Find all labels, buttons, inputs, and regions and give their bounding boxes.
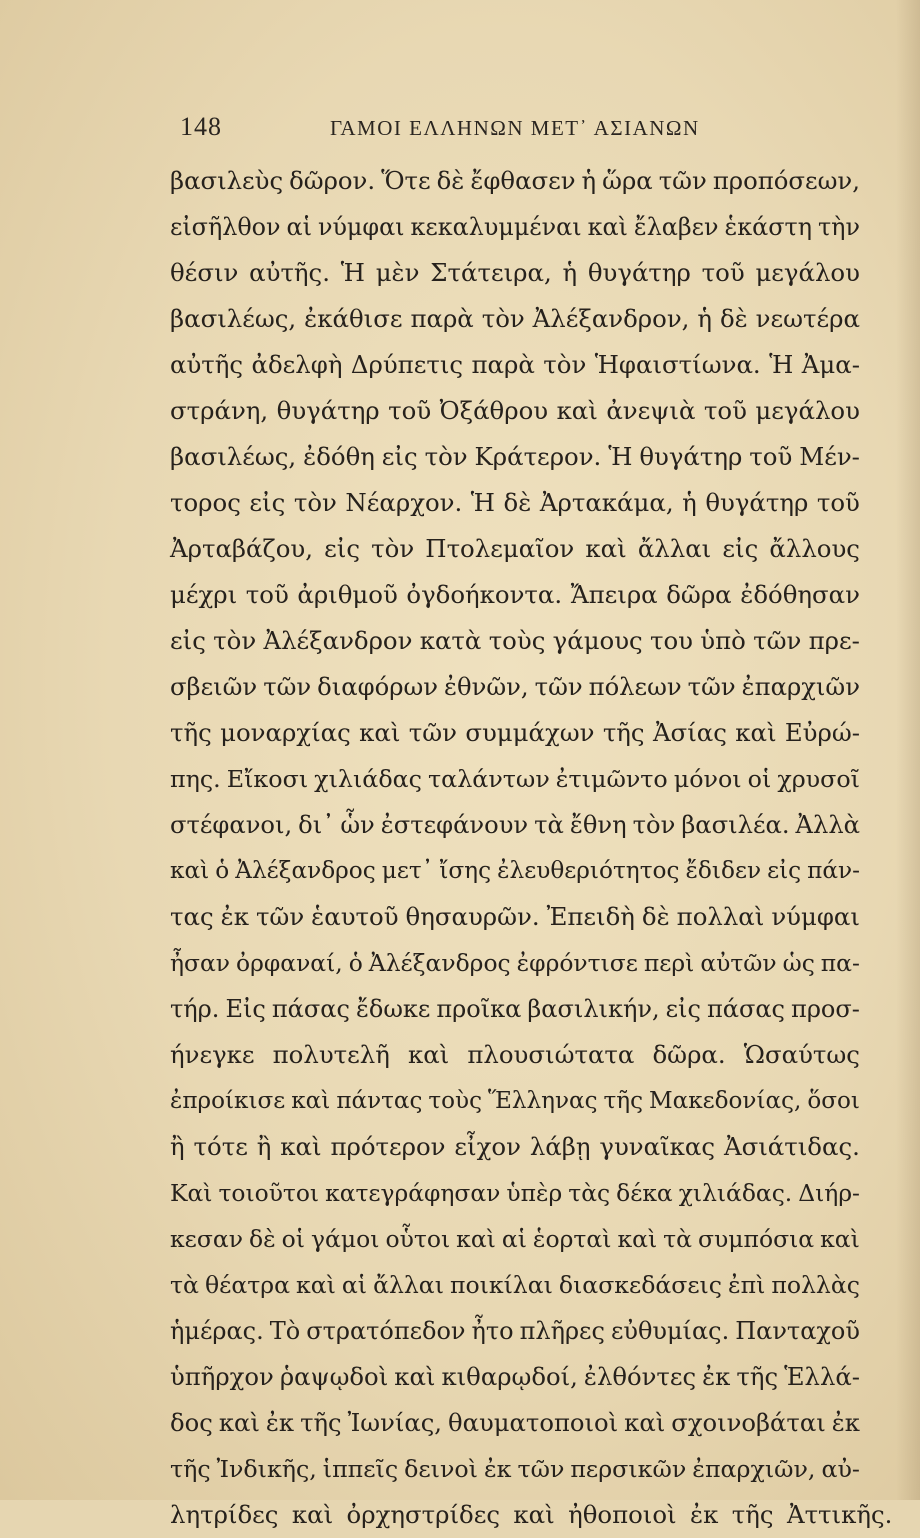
word: ὀρχηστρίδες [346,1500,500,1529]
word: τὰ [663,1225,692,1253]
word: τοῦ [816,488,860,517]
word: αὐ- [821,1455,860,1483]
word: θυγάτηρ [639,442,743,471]
page-number: 148 [180,112,222,141]
word: Εἴκοσι [226,765,309,793]
word: Ἀλέξανδρον, [532,304,690,333]
page-header [180,112,860,152]
word: ῥαψῳδοὶ [279,1362,389,1391]
word: δὲ [503,488,532,517]
word: οἱ [747,765,772,793]
text-line [170,756,860,802]
word: τὰ [170,1271,199,1299]
word: ἀνεψιὰ [606,396,696,425]
word: εἶχον [454,1132,521,1161]
word: τήρ. [170,995,220,1023]
word: δέκα [616,1179,673,1207]
word: τὸν [543,350,587,379]
word: πάν- [807,857,860,884]
word: πρε- [808,626,860,655]
text-line [170,204,860,250]
word: καὶ [407,1040,450,1069]
word: νύμφαι [317,213,405,241]
text-line [170,1400,860,1446]
word: ὀγδοήκοντα. [406,580,563,609]
word: τότε [193,1132,248,1161]
word: ἄλλαι [373,1271,444,1299]
word: τοῦ [703,396,747,425]
word: ἐπροίκισε [170,1088,286,1114]
word: ἔδωκε [355,995,431,1023]
word: μέχρι [170,580,238,609]
word: δὲ [719,304,748,333]
text-line [170,296,860,342]
word: Ἑλλά- [784,1362,860,1391]
word: τὸν [213,626,257,655]
word: Ἀττικῆς. [786,1500,893,1529]
word: ἐφρόντισε [516,949,638,977]
word: βασιλεὺς [170,166,284,195]
word: οἱ [281,1225,306,1253]
word: ἡ [581,166,597,195]
word: βασιλέα. [681,811,790,839]
word: στρατόπεδον [306,1317,466,1345]
text-line [170,434,860,480]
word: δὲ [436,166,465,195]
text-line [170,618,860,664]
word: ἐδόθη [303,442,375,471]
word: ὅσοι [807,1088,860,1114]
word: ὑπὸ [700,626,746,655]
word: πάσας [706,995,786,1023]
text-line [170,572,860,618]
word: Ἕλληνας [488,1088,598,1114]
word: τὴν [818,213,860,241]
word: τορος [170,488,241,517]
word: θαυματοποιοὶ [448,1408,619,1437]
word: ἑορταὶ [532,1225,612,1253]
word: πολλαὶ [676,902,765,931]
word: ἑκάστη [724,213,812,241]
word: καὶ [170,857,210,884]
word: ἐκ [220,902,249,931]
text-line [170,894,860,940]
word: ἀριθμοῦ [297,580,398,609]
word: εἰς [324,534,360,563]
word: ἢ [256,1132,272,1161]
word: γυναῖκας [599,1132,716,1161]
word: βασιλέως, [170,304,297,333]
word: τὸν [632,811,676,839]
word: τοῦ [701,258,745,287]
word: ἦσαν [170,949,231,977]
word: πλῆρες [519,1317,605,1345]
word: τῆς [170,718,212,747]
text-line [170,1354,860,1400]
word: μὲν [375,258,420,287]
word: σβειῶν [170,672,258,701]
word: δὲ [248,1225,276,1253]
word: γάμους [552,626,643,655]
word: Ἀρτακάμα, [539,488,674,517]
word: τῆς [603,1088,644,1114]
text-line [170,526,860,572]
word: μοναρχίας [220,718,351,747]
word: ὑπῆρχον [170,1362,274,1391]
body-text [170,158,893,1538]
text-line [170,1124,860,1170]
text-line [170,1078,860,1124]
word: Ἡ [608,442,633,471]
word: καὶ [587,213,628,241]
word: ἐκ [702,1362,731,1391]
word: ὡς [782,949,815,977]
word: ἐκ [690,1500,719,1529]
word: καὶ [291,1500,334,1529]
word: Ἀλλὰ [795,811,860,839]
word: τοὺς [428,1088,482,1114]
word: εἰς [170,626,206,655]
word: του [650,626,694,655]
word: τῆς [602,718,645,747]
word: ὑπὲρ [506,1179,563,1207]
word: τῶν [658,166,707,195]
word: στέφανοι, [170,811,293,839]
word: Ἀμα- [801,350,860,379]
word: συμμάχων [465,718,595,747]
word: ἐπαρχιῶν [741,672,860,701]
word: πόλεων [588,672,682,701]
word: Ἡφαιστίωνα. [594,350,761,379]
word: κεσαν [170,1225,243,1253]
word: τῆς [736,1362,779,1391]
text-line [170,480,860,526]
word: καὶ [820,1225,860,1253]
text-line [170,802,860,848]
word: πάντας [336,1088,423,1114]
word: ἐδόθησαν [740,580,860,609]
word: ἄλλους [769,534,860,563]
word: αὐτῆς [170,350,244,379]
word: παρὰ [410,304,474,333]
text-line [170,158,860,204]
word: ὁ [348,949,363,977]
word: περσικῶν [570,1455,687,1483]
word: ἐπαρχιῶν, [692,1455,816,1483]
word: τοὺς [488,626,546,655]
word: ἡ [682,488,697,517]
word: Ὡσαύτως [743,1040,860,1069]
word: τῶν [517,1455,565,1483]
word: Ἡ [340,258,365,287]
word: εἰς [249,488,286,517]
word: καὶ [735,718,777,747]
word: καὶ [617,1225,658,1253]
text-line [170,1170,860,1216]
word: μεγάλου [755,396,860,425]
word: διαφόρων [317,672,439,701]
word: Ἀλέξανδρος [368,949,511,977]
word: δεινοὶ [404,1455,478,1483]
word: Ἐπειδὴ [546,902,635,931]
word: τῶν [687,672,736,701]
word: ὥρα [602,166,653,195]
word: τὰς [568,1179,611,1207]
word: ἔδιδεν [685,857,762,884]
word: ἔλαβεν [633,213,719,241]
word: εὐθυμίας. [610,1317,730,1345]
text-line [170,1216,860,1262]
word: Καὶ [170,1179,213,1207]
word: τοῦ [749,442,793,471]
word: Εἰς [225,995,266,1023]
word: αὐτῶν [700,949,777,977]
word: Ἡ [470,488,495,517]
word: ὁ [215,857,230,884]
word: τας [170,902,214,931]
word: ἡ [697,304,712,333]
word: περὶ [643,949,695,977]
text-line [170,342,860,388]
text-line [170,1308,860,1354]
word: ἐστεφάνουν [380,811,529,839]
word: Διήρ- [798,1179,860,1207]
word: προῖκα [436,995,522,1023]
text-line [170,940,860,986]
word: λάβῃ [529,1132,591,1161]
word: ὀρφαναί, [236,949,343,977]
word: δι᾽ [298,811,335,839]
page-edge-shadow [896,0,920,1500]
word: ποικίλαι [449,1271,553,1299]
word: ἡμέρας. [170,1317,264,1345]
word: διασκεδάσεις [558,1271,722,1299]
text-line [170,250,860,296]
word: πλουσιώτατα [467,1040,635,1069]
word: καὶ [394,1362,436,1391]
word: ἐκάθισε [304,304,403,333]
word: χρυσοῖ [777,765,860,793]
word: εἰς [722,534,759,563]
word: δὲ [641,902,670,931]
word: θυγάτηρ [276,396,380,425]
word: ἐθνῶν, [444,672,529,701]
text-line [170,664,860,710]
word: κιθαρῳδοί, [441,1362,578,1391]
text-line [170,710,860,756]
word: Κράτερον. [474,442,602,471]
word: αἱ [286,213,312,241]
word: δος [170,1408,213,1437]
word: ἐλευθεριότητος [497,857,680,884]
word: πάσας [271,995,350,1023]
word: παρὰ [471,350,535,379]
word: τοιοῦτοι [218,1179,320,1207]
word: εἰς [767,857,802,884]
word: καὶ [280,1132,322,1161]
word: νεωτέρα [755,304,860,333]
word: μετ᾽ [381,857,434,884]
word: τῶν [408,718,457,747]
word: πης. [170,765,221,793]
word: τῆς [170,1455,211,1483]
word: θυγάτηρ [587,258,691,287]
word: λητρίδες [170,1500,279,1529]
word: ήνεγκε [170,1040,255,1069]
word: τῶν [255,902,305,931]
word: ὧν [340,811,375,839]
word: κατεγράφησαν [325,1179,501,1207]
word: προπόσεων, [712,166,860,195]
word: καὶ [624,1408,666,1437]
word: δῶρον. [289,166,376,195]
word: βασιλικήν, [527,995,660,1023]
word: ἀδελφὴ [251,350,343,379]
word: Ἰνδικῆς, [216,1455,317,1483]
word: ἦτο [471,1317,514,1345]
word: πα- [820,949,860,977]
word: ἐλθόντες [583,1362,697,1391]
word: αἱ [501,1225,527,1253]
word: τῶν [753,626,802,655]
word: εἰσῆλθον [170,213,281,241]
text-line [170,1492,893,1538]
word: χιλιάδας. [678,1179,793,1207]
word: μεγάλου [755,258,860,287]
running-head: ΓΑΜΟΙ ΕΛΛΗΝΩΝ ΜΕΤ᾽ ΑΣΙΑΝΩΝ [330,116,700,140]
word: Ἀσίας [652,718,727,747]
word: αἱ [341,1271,368,1299]
word: Πτολεμαῖον [425,534,575,563]
word: στράνη, [170,396,269,425]
word: τὸν [481,304,525,333]
word: ταλάντων [428,765,550,793]
word: Τὸ [269,1317,301,1345]
word: Μακεδονίας, [649,1088,802,1114]
word: Ἀρταβάζου, [170,534,313,563]
word: τὰ [534,811,564,839]
word: ἐτιμῶντο [555,765,668,793]
text-line [170,388,860,434]
word: καὶ [585,534,627,563]
text-line [170,1262,860,1308]
word: Ὅτε [381,166,431,195]
word: τῶν [534,672,583,701]
word: νύμφαι [771,902,860,931]
word: τοῦ [388,396,432,425]
word: ἐκ [265,1408,295,1437]
word: ἐπὶ [727,1271,766,1299]
word: τῆς [731,1500,774,1529]
word: Ἀλέξανδρος [235,857,376,884]
word: Νέαρχον. [345,488,463,517]
word: Εὐρώ- [784,718,860,747]
word: ἄλλαι [637,534,712,563]
word: θησαυρῶν. [405,902,540,931]
word: αὐτῆς. [249,258,330,287]
word: προσ- [791,995,860,1023]
word: πρότερον [330,1132,446,1161]
word: ἐκ [483,1455,512,1483]
word: θέσιν [170,258,239,287]
word: καὶ [513,1500,555,1529]
word: Ὀξάθρου [439,396,549,425]
word: θυγάτηρ [705,488,809,517]
word: οὗτοι [385,1225,451,1253]
text-line [170,1032,860,1078]
word: ἔφθασεν [470,166,576,195]
word: κατὰ [419,626,482,655]
word: τὸν [293,488,337,517]
text-line [170,848,860,894]
word: καὶ [556,396,598,425]
word: καὶ [218,1408,260,1437]
word: γάμοι [311,1225,380,1253]
word: καὶ [291,1088,331,1114]
text-line [170,1446,860,1492]
word: ἴσης [439,857,492,884]
word: ἱππεῖς [322,1455,399,1483]
word: δῶρα [666,580,732,609]
word: Ἡ [769,350,794,379]
word: καὶ [296,1271,336,1299]
word: καὶ [456,1225,496,1253]
word: εἰς [665,995,701,1023]
word: ἔθνη [569,811,627,839]
word: βασιλέως, [170,442,297,471]
word: θέατρα [204,1271,291,1299]
word: μόνοι [673,765,742,793]
word: Ἰωνίας, [347,1408,443,1437]
word: Μέν- [799,442,860,471]
word: τὸν [424,442,468,471]
word: πολλὰς [771,1271,860,1299]
word: συμπόσια [697,1225,815,1253]
word: τῶν [263,672,312,701]
word: τῆς [300,1408,342,1437]
word: Ἀλέξανδρον [263,626,413,655]
word: εἰς [381,442,418,471]
word: Ἀσιάτιδας. [723,1132,860,1161]
word: ἡ [562,258,578,287]
word: τὸν [371,534,415,563]
word: ἐκ [831,1408,860,1437]
word: ἢ [170,1132,185,1161]
text-line [170,986,860,1032]
word: Στάτειρα, [430,258,552,287]
word: πολυτελῆ [272,1040,390,1069]
word: Ἄπειρα [570,580,658,609]
word: δῶρα. [652,1040,726,1069]
word: ἠθοποιοὶ [568,1500,677,1529]
word: ἑαυτοῦ [311,902,399,931]
word: κεκαλυμμέναι [410,213,582,241]
word: καὶ [359,718,401,747]
word: Δρύπετις [350,350,464,379]
word: Πανταχοῦ [735,1317,860,1345]
word: χιλιάδας [314,765,422,793]
word: τοῦ [245,580,289,609]
word: σχοινοβάται [671,1408,826,1437]
